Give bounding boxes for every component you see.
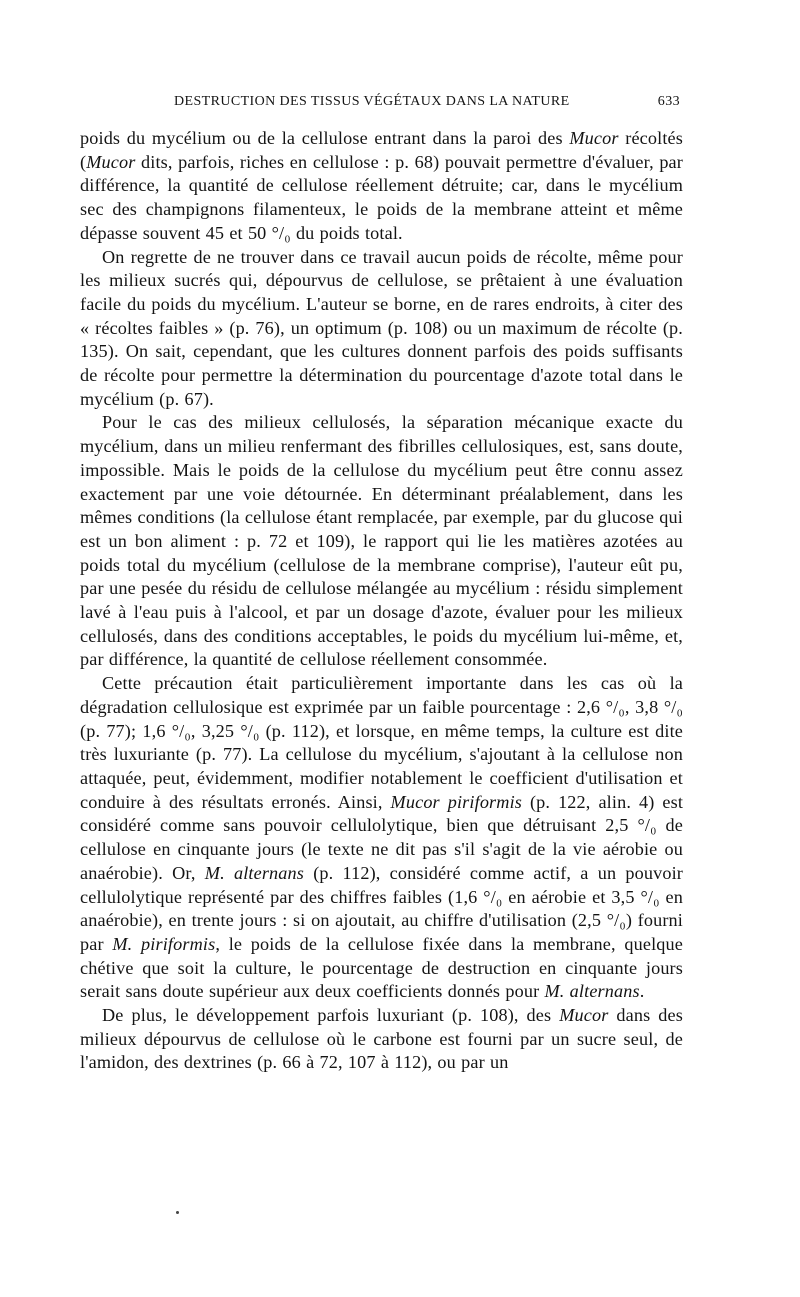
paragraph-5 xyxy=(80,1004,683,1075)
paragraph-3: Pour le cas des milieux cellulosés, la séparation mécanique exacte du mycélium, dans un milieu renfermant des fibrilles cellulosiques, est, sans doute, impossible. Mais le poids de la cellulose du mycélium peut être connu assez exactement par une voie détournée. En déterminant préalablement, dans les mêmes conditions (la cellulose étant remplacée, par exemple, par du glucose qui est un bon aliment : p. 72 et 109), le rapport qui lie les matières azotées au poids total du mycélium (cellulose de la membrane comprise), l'auteur eût pu, par une pesée du résidu de cellulose mélangée au mycélium : résidu simplement lavé à l'eau puis à l'alcool, et par un dosage d'azote, évaluer pour les milieux cellulosés, dans des conditions acceptables, le poids du mycélium lui-même, et, par différence, la quantité de cellulose réellement consommée. xyxy=(80,412,683,670)
italic-taxon: Mucor piriformis xyxy=(390,791,523,812)
text-run: dits, parfois, riches en cellulose : p. 68) pouvait permettre d'évaluer, par différence, la quantité de cellulose réellement détruite; car, dans le mycélium sec des champignons filamenteux, le poids de la membrane atteint et même dépasse souvent 45 et 50 °/₀ du poids total. xyxy=(80,151,683,243)
text-run: dans des milieux dépourvus de cellulose où le carbone est fourni par un sucre seul, de l'amidon, des dextrines (p. 66 à 72, 107 à 112), ou par un xyxy=(80,1005,684,1073)
paragraph-1 xyxy=(80,127,683,246)
page-number: 633 xyxy=(657,94,680,109)
print-speck xyxy=(176,1211,179,1214)
italic-taxon: M. piriformis xyxy=(112,933,216,954)
text-run: Cette précaution était particulièrement importante dans les cas où la dégradation cellulosique est exprimée par un faible pourcentage : 2,6 °/₀, 3,8 °/₀ (p. 77); 1,6 °/₀, 3,25 °/₀ (p. 112), et lorsque, en même temps, la culture est dite très luxuriante (p. 77). La cellulose du mycélium, s'ajoutant à la cellulose non attaquée, peut, évidemment, modifier notablement le coefficient d'utilisation et conduire à des résultats erronés. Ainsi, xyxy=(80,673,683,812)
italic-taxon: Mucor xyxy=(559,1005,609,1026)
paragraph-2: On regrette de ne trouver dans ce travail aucun poids de récolte, même pour les milieux sucrés qui, dépourvus de cellulose, se prêtaient à une évaluation facile du poids du mycélium. L'auteur se borne, en de rares endroits, à citer des « récoltes faibles » (p. 76), un optimum (p. 108) ou un maximum de récolte (p. 135). On sait, cependant, que les cultures donnent parfois des poids suffisants de récolte pour permettre la détermination du pourcentage d'azote total dans le mycélium (p. 67). xyxy=(80,246,683,409)
italic-taxon: Mucor xyxy=(569,128,619,148)
italic-taxon: Mucor xyxy=(86,151,136,172)
italic-taxon: M. alternans xyxy=(544,981,640,1002)
text-run: poids du mycélium ou de la cellulose entrant dans la paroi des xyxy=(80,128,570,148)
document-page xyxy=(80,94,683,1075)
text-run: récoltés ( xyxy=(80,128,684,172)
running-title: DESTRUCTION DES TISSUS VÉGÉTAUX DANS LA NATURE xyxy=(174,94,570,109)
text-run: (p. 112), considéré comme actif, a un pouvoir cellulolytique représenté par des chiffres faibles (1,6 °/₀ en aérobie et 3,5 °/₀ en anaérobie), en trente jours : si on ajoutait, au chiffre d'utilisation (2,5 °/₀) fourni par xyxy=(80,862,683,954)
text-run: De plus, le développement parfois luxuriant (p. 108), des xyxy=(102,1005,560,1026)
text-run: , le poids de la cellulose fixée dans la membrane, quelque chétive que soit la culture, le pourcentage de destruction en cinquante jours serait sans doute supérieur aux deux coefficients donnés pour xyxy=(80,933,684,1002)
text-run: . xyxy=(639,981,645,1002)
paragraph-4 xyxy=(80,672,683,1004)
italic-taxon: M. alternans xyxy=(204,862,305,883)
text-run: (p. 122, alin. 4) est considéré comme sans pouvoir cellulolytique, bien que détruisant 2,5 °/₀ de cellulose en cinquante jours (le texte ne dit pas s'il s'agit de la vie aérobie ou anaérobie). Or, xyxy=(80,791,684,883)
body-text xyxy=(80,127,683,1075)
running-head xyxy=(80,94,683,118)
